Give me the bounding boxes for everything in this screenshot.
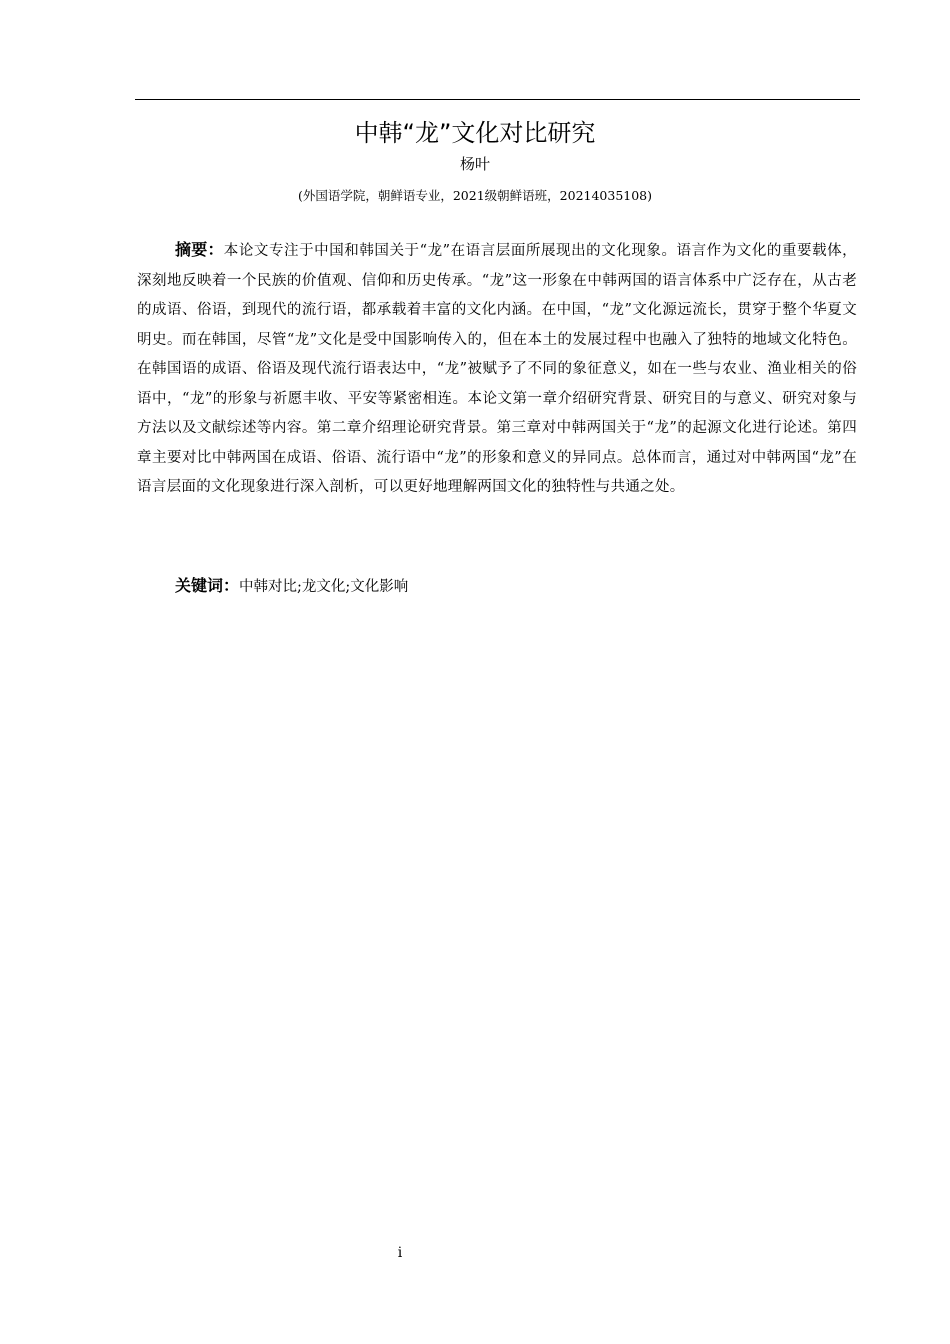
page-number: i — [397, 1245, 403, 1261]
keywords-list: 中韩对比;龙文化;文化影响 — [239, 579, 409, 595]
header-rule — [135, 99, 860, 100]
keywords-line — [175, 572, 408, 601]
paper-title: 中韩“龙”文化对比研究 — [354, 119, 596, 147]
abstract-paragraph — [137, 235, 857, 503]
keywords-label: 关键词： — [175, 576, 240, 595]
abstract-body: 本论文专注于中国和韩国关于“龙”在语言层面所展现出的文化现象。语言作为文化的重要载体，深刻地反映着一个民族的价值观、信仰和历史传承。“龙”这一形象在中韩两国的语言体系中广泛存在，从古老的成语、俗语，到现代的流行语，都承载着丰富的文化内涵。在中国，“龙”文化源远流长，贯穿于整个华夏文明史。而在韩国，尽管“龙”文化是受中国影响传入的，但在本土的发展过程中也融入了独特的地域文化特色。在韩国语的成语、俗语及现代流行语表达中，“龙”被赋予了不同的象征意义，如在一些与农业、渔业相关的俗语中，“龙”的形象与祈愿丰收、平安等紧密相连。本论文第一章介绍研究背景、研究目的与意义、研究对象与方法以及文献综述等内容。第二章介绍理论研究背景。第三章对中韩两国关于“龙”的起源文化进行论述。第四章主要对比中韩两国在成语、俗语、流行语中“龙”的形象和意义的异同点。总体而言，通过对中韩两国“龙”在语言层面的文化现象进行深入剖析，可以更好地理解两国文化的独特性与共通之处。 — [137, 243, 857, 495]
author-affiliation: (外国语学院，朝鲜语专业，2021级朝鲜语班，20214035108) — [297, 188, 653, 203]
author-name: 杨叶 — [459, 155, 490, 173]
abstract-label: 摘要： — [175, 240, 224, 259]
